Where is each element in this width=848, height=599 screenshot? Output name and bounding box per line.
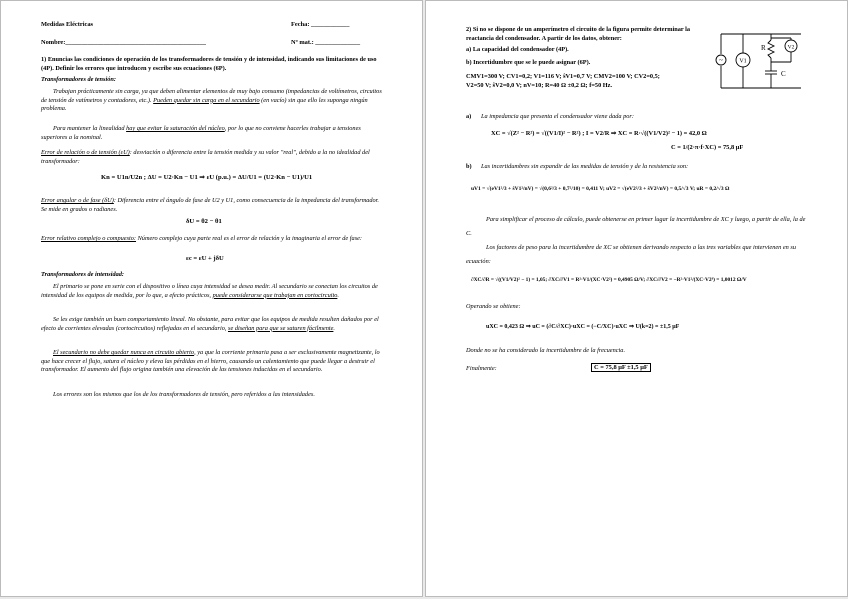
paragraph-ti-4: Los errores son los mismos que los de los transformadores de tensión, pero referidos a las intensidades. [53,391,315,398]
paragraph-ti-2: Se les exige también un buen comportamiento lineal. No obstante, para evitar que los equipos de medida resulten dañados por el efecto de corrientes elevadas (cortocircuitos) reflejadas en el secundario, se diseñan para que se saturen fácilmente. [41,316,379,332]
item-b: b) Incertidumbre que se le puede asignar (6P). [466,59,591,66]
header-name: Nombre:____________________________________________ [41,39,206,46]
final-label: Finalmente: [466,365,497,372]
paragraph-b-2: Para simplificar el proceso de cálculo, puede obtenerse en primer lugar la incertidumbre de XC y luego, a partir de ella, la de C. [466,216,806,237]
header-subject: Medidas Eléctricas [41,21,94,28]
resistor-icon [768,40,774,58]
paragraph-error-relacion: Error de relación o de tensión (εU): desviación o diferencia entre la tensión medida y su valor "real", debido a la no idealidad del transformador: [41,149,370,165]
equation-uc: uXC = 0,423 Ω ⇒ uC = (∂C/∂XC)·uXC = (−C/XC)·uXC ⇒ U(k=2) = ±1,5 μF [486,324,680,330]
part-b-label: b) [466,163,472,170]
v2-label: V2 [787,44,795,51]
equation-xc: XC = √(Z² − R²) = √((V1/I)² − R²) ; I = V2/R ⇒ XC = R·√((V1/V2)² − 1) = 42,0 Ω [491,130,707,137]
paragraph-error-complejo: Error relativo complejo o compuesto: Número complejo cuya parte real es el error de relación y la imaginaria el error de fase: [41,235,363,242]
paragraph-b-5: Operando se obtiene: [466,303,521,310]
r-label: R [761,44,766,52]
paragraph-ti-1: El primario se pone en serie con el dispositivo o línea cuya intensidad se desea medir. Al secundario se conectan los circuitos de intensidad de los equipos de medida, por lo que, a efecto prácticos, puede considerarse que trabajan en cortocircuito. [41,283,378,299]
c-label: C [781,70,786,78]
item-a: a) La capacidad del condensador (4P). [466,46,569,53]
paragraph-b-7: Donde no se ha considerado la incertidumbre de la frecuencia. [466,347,626,354]
final-result: C = 75,8 μF ±1,5 μF [591,363,651,372]
equation-error-complejo: εc = εU + jδU [186,255,224,262]
part-b-text: Las incertidumbres sin expandir de las medidas de tensión y de la resistencia son: [481,163,689,170]
paragraph-tt-1: Trabajan prácticamente sin carga, ya que deben alimentar elementos de muy bajo consumo (impedancias de voltímetros, circuitos de tensión de vatímetros y contadores, etc.). Pueden quedar sin carga en el secundario (en vacío) sin que ello les suponga ningún problema. [41,88,382,113]
header-date: Fecha: ____________ [291,21,350,28]
question-1: 1) Enuncias las condiciones de operación de los transformadores de tensión y de intensidad, indicando sus limitaciones de uso (4P). Definir los errores que introducen y escribe sus ecuaciones (6P). [41,56,377,72]
data-line-1: CMV1=300 V; CV1=0,2; V1=116 V; ŝV1=0,7 V; CMV2=100 V; CV2=0,5; [466,73,660,80]
equation-error-angular: δU = θ2 − θ1 [186,218,222,225]
paragraph-tt-2: Para mantener la linealidad hay que evitar la saturación del núcleo, por lo que no conviene hacerles trabajar a tensiones superiores a la nominal. [41,125,361,141]
equation-error-relacion: Kn = U1n/U2n ; ΔU = U2·Kn − U1 ⇒ εU (p.u.) = ΔU/U1 = (U2·Kn − U1)/U1 [101,174,313,181]
circuit-diagram [711,26,811,96]
data-line-2: V2=50 V; ŝV2=0,0 V; nV=10; R=40 Ω ±0,2 Ω; f=50 Hz. [466,82,613,89]
equation-c: C = 1/(2·π·f·XC) = 75,8 μF [671,144,744,151]
section-title-tension: Transformadores de tensión: [41,76,116,83]
section-title-intensidad: Transformadores de intensidad: [41,271,125,278]
v1-label: V1 [739,58,747,65]
part-a-text: La impedancia que presenta el condensador viene dada por: [481,113,634,120]
paragraph-error-angular: Error angular o de fase (δU): Diferencia entre el ángulo de fase de U2 y U1, como consecuencia de la impedancia del transformador. Se mide en grados o radianes. [41,197,380,213]
source-symbol: ~ [719,56,723,65]
header-matricula: Nº mat.: ______________ [291,39,361,46]
equation-partial-derivatives: ∂XC/∂R = √((V1/V2)² − 1) = 1,05; ∂XC/∂V1 = R²·V1/(XC·V2²) = 0,4905 Ω/V; ∂XC/∂V2 = −R²·V1²/(XC·V2³) = 1,0012 Ω/V [471,277,747,283]
equation-uncertainties: uV1 = √(eV1²/3 + ŝV1²/nV) = √(0,6²/3 + 0,7²/10) = 0,411 V; uV2 = √(eV2²/3 + ŝV2²/nV) = 0,5/√3 V; uR = 0,2/√3 Ω [471,186,730,192]
paragraph-b-3: Los factores de peso para la incertidumbre de XC se obtienen derivando respecto a las tres variables que intervienen en su ecuación: [466,244,797,265]
part-a-label: a) [466,113,472,120]
right-page [425,0,848,597]
paragraph-ti-3: El secundario no debe quedar nunca en circuito abierto, ya que la corriente primaria pasa a ser exclusivamente magnetizante, lo que hace crecer el flujo, satura el núcleo y eleva las pérdidas en el hierro, causando un calentamiento que puede llegar a destruir el transformador. El aumento del flujo origina también una elevación de las tensiones inducidas en el secundario. [41,349,380,374]
question-2: 2) Si no se dispone de un amperímetro el circuito de la figura permite determinar la reactancia del condensador. A partir de los datos, obtener: [466,26,691,42]
left-page [0,0,423,597]
